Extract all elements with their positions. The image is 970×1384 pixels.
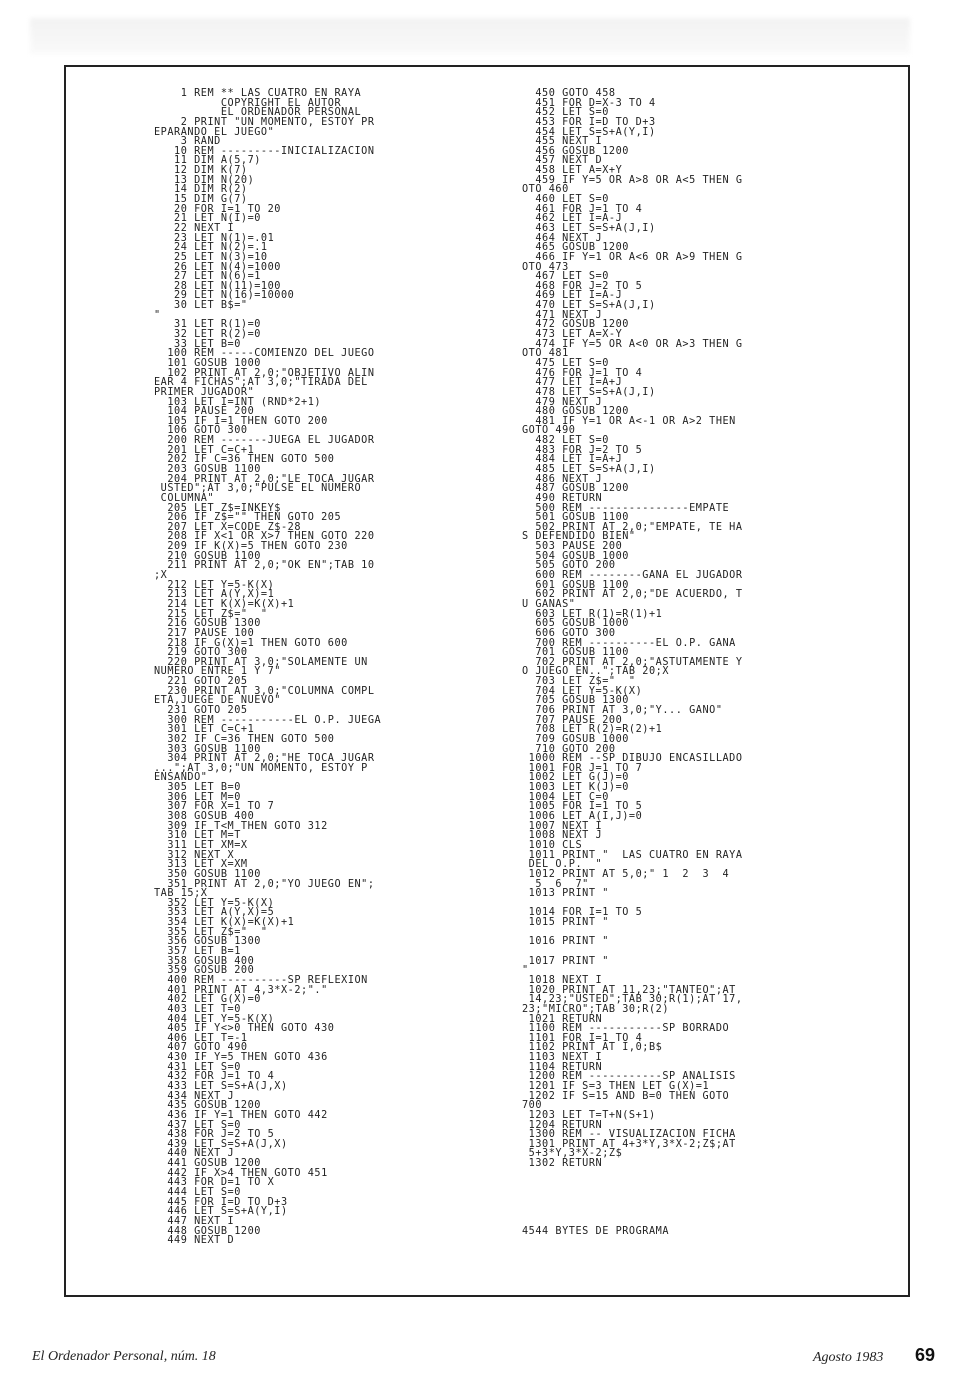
code-line: 606 GOTO 300 <box>522 627 616 639</box>
code-line: 470 LET S=S+A(J,I) <box>522 300 656 312</box>
code-line: 221 GOTO 205 <box>154 676 248 688</box>
code-line: 218 IF G(X)=1 THEN GOTO 600 <box>154 637 348 649</box>
code-line: 457 NEXT D <box>522 155 603 167</box>
code-line: 467 LET S=0 <box>522 271 609 283</box>
code-line: 201 LET C=C+1 <box>154 444 255 456</box>
code-line: 31 LET R(1)=0 <box>154 319 261 331</box>
code-line: 483 FOR J=2 TO 5 <box>522 444 643 456</box>
code-line: 480 GOSUB 1200 <box>522 406 629 418</box>
code-line: 503 PAUSE 200 <box>522 541 623 553</box>
code-line: 214 LET K(X)=K(X)+1 <box>154 598 295 610</box>
code-line: 14 DIM R(2) <box>154 184 248 196</box>
code-line: 205 LET Z$=INKEY$ <box>154 502 281 514</box>
code-line: EAR 4 FICHAS";AT 3,0;"TIRADA DEL <box>154 377 368 389</box>
code-line: 352 LET Y=5-K(X) <box>154 897 275 909</box>
code-line: 436 IF Y=1 THEN GOTO 442 <box>154 1109 328 1121</box>
code-line: 461 FOR J=1 TO 4 <box>522 203 643 215</box>
code-line: 357 LET B=1 <box>154 946 241 958</box>
code-line: 468 FOR J=2 TO 5 <box>522 280 643 292</box>
code-line: DEL O.P. " <box>522 859 603 871</box>
code-line: 487 GOSUB 1200 <box>522 483 629 495</box>
code-line: 441 GOSUB 1200 <box>154 1158 261 1170</box>
code-line: 32 LET R(2)=0 <box>154 329 261 341</box>
code-line: 1201 IF S=3 THEN LET G(X)=1 <box>522 1080 710 1092</box>
code-line: S DEFENDIDO BIEN" <box>522 531 636 543</box>
code-line: 300 REM -----------EL O.P. JUEGA <box>154 714 382 726</box>
show-through-smudge <box>30 18 910 54</box>
code-line: U GANAS" <box>522 598 576 610</box>
code-line: 1203 LET T=T+N(S+1) <box>522 1109 656 1121</box>
code-line: 105 IF I=1 THEN GOTO 200 <box>154 415 328 427</box>
page-number: 69 <box>915 1345 936 1365</box>
code-line: 11 DIM A(5,7) <box>154 155 261 167</box>
code-line: 1020 PRINT AT 11,23;"TANTEO";AT <box>522 984 736 996</box>
code-line: 1002 LET G(J)=0 <box>522 772 629 784</box>
code-line: 103 LET I=INT (RND*2+1) <box>154 396 322 408</box>
code-line: " <box>522 965 529 977</box>
code-line: 216 GOSUB 1300 <box>154 618 261 630</box>
code-line: 500 REM ---------------EMPATE <box>522 502 730 514</box>
code-line: 215 LET Z$=" " <box>154 608 268 620</box>
code-line: 23 LET N(1)=.01 <box>154 232 275 244</box>
code-line: 702 PRINT AT 2,0;"ASTUTAMENTE Y <box>522 656 743 668</box>
code-line: 301 LET C=C+1 <box>154 724 255 736</box>
page-footer <box>0 1347 970 1371</box>
code-line: 703 LET Z$=" " <box>522 676 636 688</box>
code-line: 603 LET R(1)=R(1)+1 <box>522 608 663 620</box>
code-line: 359 GOSUB 200 <box>154 965 255 977</box>
code-line: 605 GOSUB 1000 <box>522 618 629 630</box>
code-line: 430 IF Y=5 THEN GOTO 436 <box>154 1052 328 1064</box>
code-line: 302 IF C=36 THEN GOTO 500 <box>154 733 335 745</box>
code-line: 351 PRINT AT 2,0;"YO JUEGO EN"; <box>154 878 375 890</box>
code-line: 308 GOSUB 400 <box>154 811 255 823</box>
code-line: 481 IF Y=1 OR A<-1 OR A>2 THEN <box>522 415 736 427</box>
code-line: ETA,JUEGE DE NUEVO" <box>154 695 281 707</box>
code-line: 1003 LET K(J)=0 <box>522 782 629 794</box>
code-line: 472 GOSUB 1200 <box>522 319 629 331</box>
code-line: 443 FOR D=1 TO X <box>154 1177 275 1189</box>
code-line: 355 LET Z$=" " <box>154 926 268 938</box>
code-line: 402 LET G(X)=0 <box>154 994 261 1006</box>
code-line: 477 LET I=A+J <box>522 377 623 389</box>
code-line: 710 GOTO 200 <box>522 743 616 755</box>
code-line: 100 REM -----COMIENZO DEL JUEGO <box>154 348 375 360</box>
code-line: 33 LET B=0 <box>154 338 241 350</box>
code-line: 475 LET S=0 <box>522 357 609 369</box>
code-line: 3 RAND <box>154 136 221 148</box>
code-line: 13 DIM N(20) <box>154 174 255 186</box>
code-line: 490 RETURN <box>522 492 603 504</box>
code-line: 602 PRINT AT 2,0;"DE ACUERDO, T <box>522 589 743 601</box>
code-line: 217 PAUSE 100 <box>154 627 255 639</box>
code-line: 309 IF T<M THEN GOTO 312 <box>154 820 328 832</box>
code-line: 501 GOSUB 1100 <box>522 512 629 524</box>
code-line: 466 IF Y=1 OR A<6 OR A>9 THEN G <box>522 251 743 263</box>
code-line <box>522 1178 743 1188</box>
code-line: 27 LET N(6)=1 <box>154 271 261 283</box>
code-line: 1015 PRINT " <box>522 917 609 929</box>
code-line: 473 LET A=X-Y <box>522 329 623 341</box>
code-line: 1004 LET C=0 <box>522 791 609 803</box>
code-line: 310 LET M=T <box>154 830 241 842</box>
code-line: 1005 FOR I=1 TO 5 <box>522 801 643 813</box>
code-line: 1300 REM -- VISUALIZACION FICHA <box>522 1129 736 1141</box>
code-line: 458 LET A=X+Y <box>522 165 623 177</box>
code-line: ;X <box>154 570 168 582</box>
code-line: 439 LET S=S+A(J,X) <box>154 1138 288 1150</box>
code-line: 706 PRINT AT 3,0;"Y... GANO" <box>522 705 723 716</box>
code-line: 208 IF X<1 OR X>7 THEN GOTO 220 <box>154 531 375 543</box>
code-line: 1302 RETURN <box>522 1158 603 1170</box>
code-line: 26 LET N(4)=1000 <box>154 261 281 273</box>
code-line: 1104 RETURN <box>522 1061 603 1073</box>
code-line: 462 LET I=A-J <box>522 213 623 225</box>
code-line: 1204 RETURN <box>522 1119 603 1131</box>
code-line <box>522 1169 743 1179</box>
code-line: ENSANDO" <box>154 772 208 784</box>
code-line: ...";AT 3,0;"UN MOMENTO, ESTOY P <box>154 762 368 774</box>
code-line: 15 DIM G(7) <box>154 194 248 206</box>
code-line: 404 LET Y=5-K(X) <box>154 1013 275 1025</box>
code-line: 453 FOR I=D TO D+3 <box>522 116 656 128</box>
code-line: 704 LET Y=5-K(X) <box>522 685 643 697</box>
code-line: 356 GOSUB 1300 <box>154 936 261 948</box>
code-line: 306 LET M=0 <box>154 791 241 803</box>
code-line: 455 NEXT I <box>522 136 603 148</box>
code-line: 434 NEXT J <box>154 1090 235 1102</box>
code-line: 433 LET S=S+A(J,X) <box>154 1080 288 1092</box>
code-line: 1014 FOR I=1 TO 5 <box>522 907 643 919</box>
code-line: 449 NEXT D <box>154 1235 235 1247</box>
code-line: 469 LET I=A-J <box>522 290 623 302</box>
code-line: 464 NEXT J <box>522 232 603 244</box>
listing-right-column <box>522 89 743 1236</box>
code-line: 451 FOR D=X-3 TO 4 <box>522 97 656 109</box>
code-line: 21 LET N(I)=0 <box>154 213 261 225</box>
code-line: 474 IF Y=5 OR A<0 OR A>3 THEN G <box>522 338 743 350</box>
code-line: 476 FOR J=1 TO 4 <box>522 367 643 379</box>
code-line: 1100 REM -----------SP BORRADO <box>522 1023 730 1035</box>
code-line: 1017 PRINT " <box>522 955 609 967</box>
code-line: 219 GOTO 300 <box>154 647 248 659</box>
code-line: 444 LET S=0 <box>154 1187 241 1199</box>
code-line: 1001 FOR J=1 TO 7 <box>522 762 643 774</box>
code-line: 459 IF Y=5 OR A>8 OR A<5 THEN G <box>522 174 743 186</box>
code-line: 1007 NEXT I <box>522 820 603 832</box>
code-line: 1018 NEXT I <box>522 974 603 986</box>
code-line: 311 LET XM=X <box>154 839 248 851</box>
code-line: 25 LET N(3)=10 <box>154 251 268 263</box>
code-line: 438 FOR J=2 TO 5 <box>154 1129 275 1141</box>
code-line: " <box>154 309 161 321</box>
code-line: 1010 CLS <box>522 839 583 851</box>
code-line: 437 LET S=0 <box>154 1119 241 1131</box>
code-line: 213 LET A(Y,X)=1 <box>154 589 275 601</box>
code-line: 465 GOSUB 1200 <box>522 242 629 254</box>
code-line: 305 LET B=0 <box>154 782 241 794</box>
code-line <box>522 1207 743 1217</box>
code-line: 406 LET T=-1 <box>154 1032 248 1044</box>
code-line: 447 NEXT I <box>154 1215 235 1227</box>
code-line: 435 GOSUB 1200 <box>154 1100 261 1112</box>
code-line: 405 IF Y<>0 THEN GOTO 430 <box>154 1023 335 1035</box>
code-line: 312 NEXT X <box>154 849 235 861</box>
code-line: 708 LET R(2)=R(2)+1 <box>522 724 663 736</box>
publication-credit: El Ordenador Personal, núm. 18 <box>32 1349 216 1364</box>
code-line: 23;"MICRO";TAB 30;R(2) <box>522 1003 670 1015</box>
code-line: 504 GOSUB 1000 <box>522 550 629 562</box>
code-line: 4544 BYTES DE PROGRAMA <box>522 1225 670 1237</box>
code-line: 5+3*Y,3*X-2;Z$ <box>522 1148 623 1160</box>
code-line: 400 REM ----------SP REFLEXION <box>154 974 368 986</box>
code-line: 1006 LET A(I,J)=0 <box>522 811 643 823</box>
code-line: 450 GOTO 458 <box>522 88 616 99</box>
code-line: 353 LET A(Y,X)=5 <box>154 907 275 919</box>
listing-frame <box>64 65 910 1297</box>
code-line: 204 PRINT AT 2,0;"LE TOCA JUGAR <box>154 473 375 485</box>
code-line: 1000 REM --SP DIBUJO ENCASILLADO <box>522 753 743 765</box>
code-line: 211 PRINT AT 2,0;"OK EN";TAB 10 <box>154 560 375 572</box>
code-line: 448 GOSUB 1200 <box>154 1225 261 1237</box>
code-line: 486 NEXT J <box>522 473 603 485</box>
code-line: 1 REM ** LAS CUATRO EN RAYA <box>154 88 362 99</box>
code-line: 14,23;"USTED";TAB 30;R(1);AT 17, <box>522 994 743 1006</box>
code-line: 202 IF C=36 THEN GOTO 500 <box>154 454 335 466</box>
code-line: 463 LET S=S+A(J,I) <box>522 222 656 234</box>
code-line: 407 GOTO 490 <box>154 1042 248 1054</box>
code-line: 230 PRINT AT 3,0;"COLUMNA COMPL <box>154 685 375 697</box>
code-line: 1013 PRINT " <box>522 888 609 900</box>
code-line: 12 DIM K(7) <box>154 165 248 177</box>
code-line: 210 GOSUB 1100 <box>154 550 261 562</box>
code-line: 460 LET S=0 <box>522 194 609 206</box>
code-line: 313 LET X=XM <box>154 859 248 871</box>
code-line: 5 6 7" <box>522 878 589 890</box>
code-line: 1021 RETURN <box>522 1013 603 1025</box>
code-line: 200 REM -------JUEGA EL JUGADOR <box>154 435 375 447</box>
code-line: 212 LET Y=5-K(X) <box>154 579 275 591</box>
code-line: 401 PRINT AT 4,3*X-2;"." <box>154 984 328 996</box>
code-line: 209 IF K(X)=5 THEN GOTO 230 <box>154 541 348 553</box>
code-line: 231 GOTO 205 <box>154 705 248 716</box>
code-line: 303 GOSUB 1100 <box>154 743 261 755</box>
code-line: 206 IF Z$="" THEN GOTO 205 <box>154 512 342 524</box>
code-line: OTO 473 <box>522 261 569 273</box>
code-line: 478 LET S=S+A(J,I) <box>522 386 656 398</box>
code-line: 707 PAUSE 200 <box>522 714 623 726</box>
code-line: 701 GOSUB 1100 <box>522 647 629 659</box>
code-line: 1011 PRINT " LAS CUATRO EN RAYA <box>522 849 743 861</box>
code-line: 22 NEXT I <box>154 222 235 234</box>
code-line: 482 LET S=0 <box>522 435 609 447</box>
code-line: 601 GOSUB 1100 <box>522 579 629 591</box>
code-line: 452 LET S=0 <box>522 107 609 119</box>
code-line: 431 LET S=0 <box>154 1061 241 1073</box>
code-line: 350 GOSUB 1100 <box>154 868 261 880</box>
code-line: COPYRIGHT EL AUTOR <box>154 97 342 109</box>
code-line: 502 PRINT AT 2,0;"EMPATE, TE HA <box>522 521 743 533</box>
code-line: 20 FOR I=1 TO 20 <box>154 203 281 215</box>
code-line: 358 GOSUB 400 <box>154 955 255 967</box>
code-line: 104 PAUSE 200 <box>154 406 255 418</box>
code-line: 1016 PRINT " <box>522 936 609 948</box>
code-line: OTO 460 <box>522 184 569 196</box>
code-line: 700 <box>522 1100 543 1112</box>
code-line: 304 PRINT AT 2,0;"HE TOCA JUGAR <box>154 753 375 765</box>
code-line: 440 NEXT J <box>154 1148 235 1160</box>
code-line: 24 LET N(2)=.1 <box>154 242 268 254</box>
code-line: 1012 PRINT AT 5,0;" 1 2 3 4 <box>522 868 730 880</box>
code-line: 10 REM ---------INICIALIZACION <box>154 145 375 157</box>
code-line: 479 NEXT J <box>522 396 603 408</box>
code-line: 445 FOR I=D TO D+3 <box>154 1196 288 1208</box>
code-line: 456 GOSUB 1200 <box>522 145 629 157</box>
code-line: 101 GOSUB 1000 <box>154 357 261 369</box>
code-line: 1301 PRINT AT 4+3*Y,3*X-2;Z$;AT <box>522 1138 736 1150</box>
code-line: 446 LET S=S+A(Y,I) <box>154 1206 288 1218</box>
listing-left-column <box>154 89 381 1246</box>
code-line: O JUEGO EN..";TAB 20;X <box>522 666 670 678</box>
code-line: OTO 481 <box>522 348 569 360</box>
code-line: PRIMER JUGADOR" <box>154 386 255 398</box>
code-line: 432 FOR J=1 TO 4 <box>154 1071 275 1083</box>
code-line: 207 LET X=CODE Z$-28 <box>154 521 302 533</box>
code-line: COLUMNA" <box>154 492 215 504</box>
code-line: 454 LET S=S+A(Y,I) <box>522 126 656 138</box>
code-line: 485 LET S=S+A(J,I) <box>522 463 656 475</box>
code-line: 1202 IF S=15 AND B=0 THEN GOTO <box>522 1090 730 1102</box>
code-line <box>522 1188 743 1198</box>
code-line <box>522 1198 743 1208</box>
code-line: 1102 PRINT AT I,0;B$ <box>522 1042 663 1054</box>
code-line: 2 PRINT "UN MOMENTO, ESTOY PR <box>154 116 375 128</box>
code-line: 484 LET I=A+J <box>522 454 623 466</box>
code-line: 1103 NEXT I <box>522 1052 603 1064</box>
code-line: 220 PRINT AT 3,0;"SOLAMENTE UN <box>154 656 368 668</box>
code-line: 28 LET N(11)=100 <box>154 280 281 292</box>
code-line: 106 GOTO 300 <box>154 425 248 437</box>
code-line: 600 REM --------GANA EL JUGADOR <box>522 570 743 582</box>
code-line: 705 GOSUB 1300 <box>522 695 629 707</box>
code-line: 1200 REM -----------SP ANALISIS <box>522 1071 736 1083</box>
code-line: 203 GOSUB 1100 <box>154 463 261 475</box>
code-line: USTED";AT 3,0;"PULSE EL NUMERO <box>154 483 362 495</box>
code-line: 1101 FOR I=1 TO 4 <box>522 1032 643 1044</box>
code-line: GOTO 490 <box>522 425 576 437</box>
issue-date: Agosto 1983 <box>813 1350 884 1365</box>
code-line: 1008 NEXT J <box>522 830 603 842</box>
code-line: 709 GOSUB 1000 <box>522 733 629 745</box>
code-line: 442 IF X>4 THEN GOTO 451 <box>154 1167 328 1179</box>
code-line: 307 FOR X=1 TO 7 <box>154 801 275 813</box>
code-line: TAB 15;X <box>154 888 208 900</box>
code-line: 403 LET T=0 <box>154 1003 241 1015</box>
code-line: 700 REM ----------EL O.P. GANA <box>522 637 736 649</box>
code-line: 354 LET K(X)=K(X)+1 <box>154 917 295 929</box>
code-line: NUMERO ENTRE 1 Y 7" <box>154 666 281 678</box>
code-line: EL ORDENADOR PERSONAL <box>154 107 362 119</box>
code-line: 29 LET N(16)=10000 <box>154 290 295 302</box>
code-line: 102 PRINT AT 2,0;"OBJETIVO ALIN <box>154 367 375 379</box>
code-line: 471 NEXT J <box>522 309 603 321</box>
code-line: EPARANDO EL JUEGO" <box>154 126 275 138</box>
code-line: 505 GOTO 200 <box>522 560 616 572</box>
code-line: 30 LET B$=" <box>154 300 248 312</box>
